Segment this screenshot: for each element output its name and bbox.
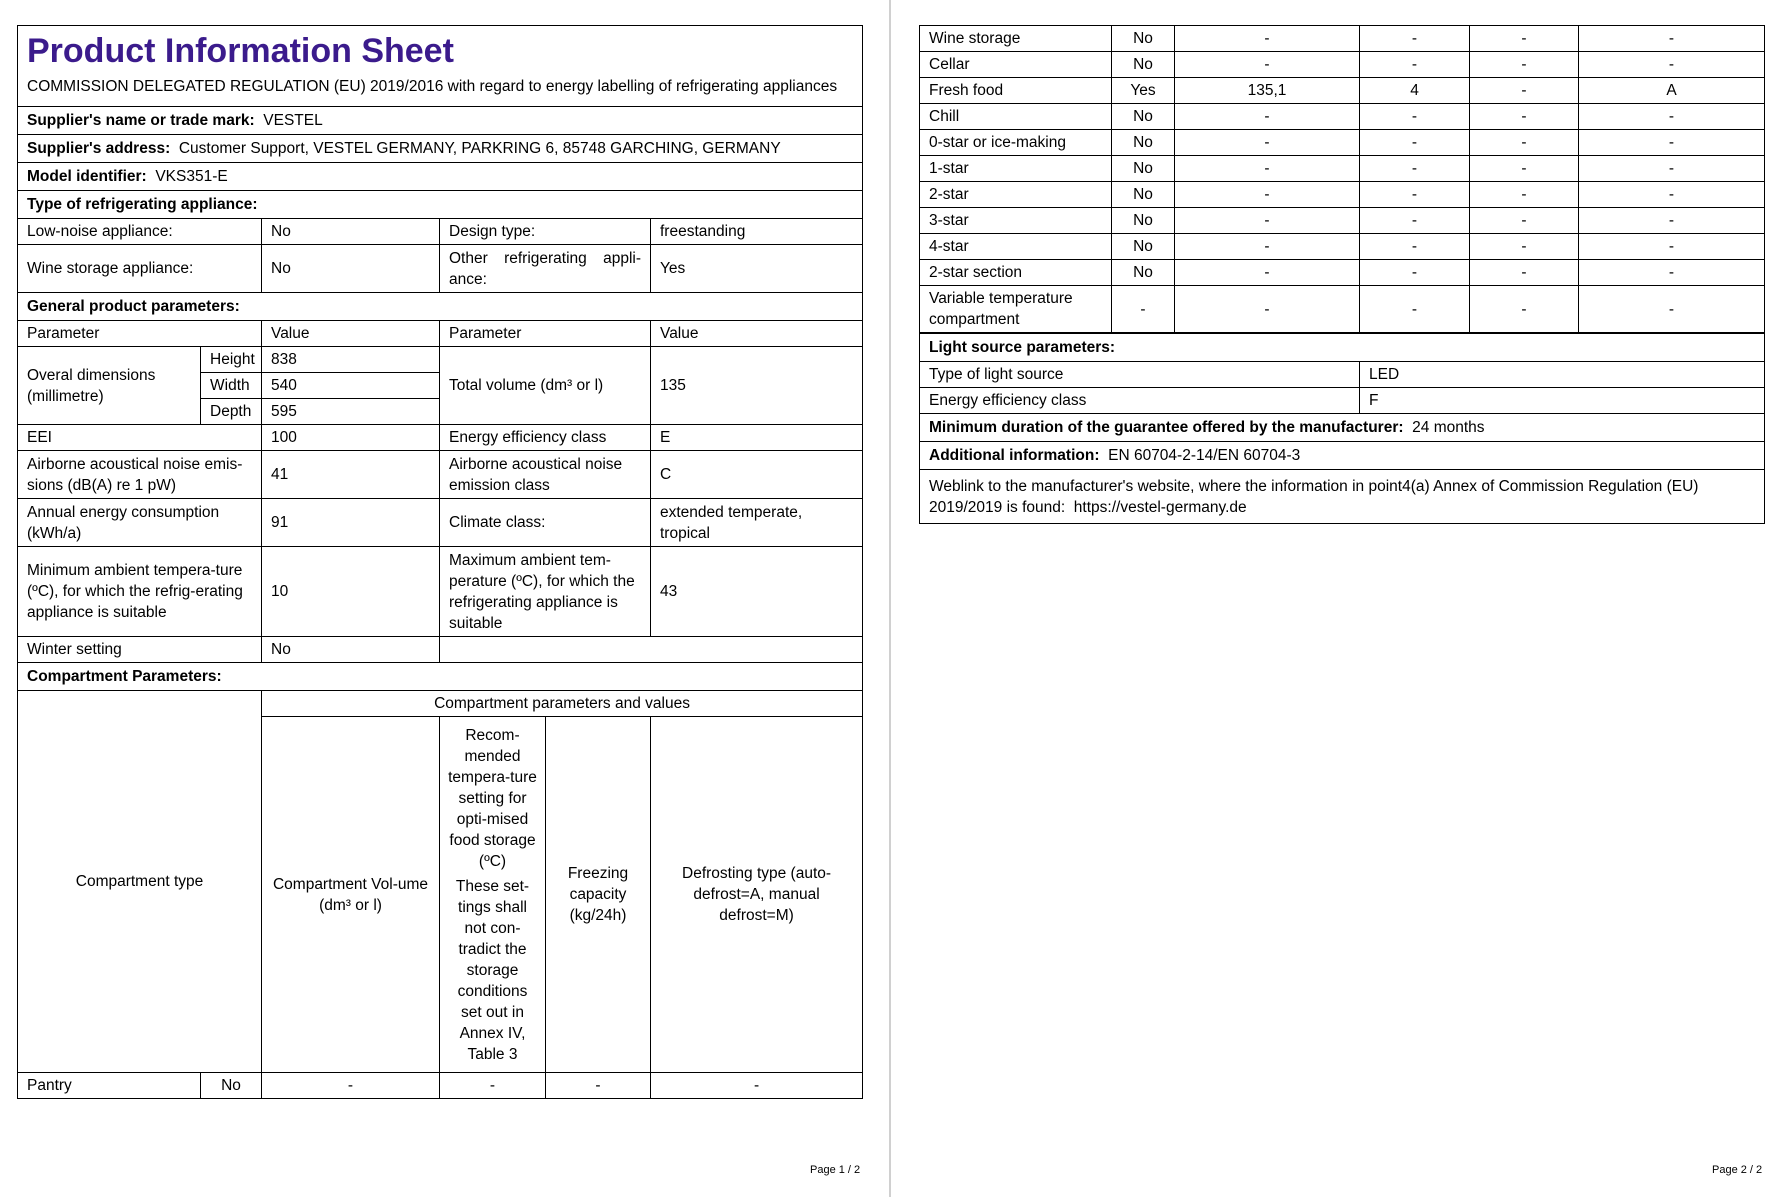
compartment-volume: 135,1 (1175, 78, 1360, 104)
compartment-volume: - (1175, 234, 1360, 260)
width-value: 540 (262, 373, 440, 399)
title-block (18, 26, 863, 107)
compartment-temperature: - (1360, 208, 1470, 234)
compartment-name: 1-star (920, 156, 1112, 182)
general-row (18, 425, 863, 451)
param-value: C (651, 451, 863, 499)
compartment-row (920, 78, 1765, 104)
compartment-volume: - (1175, 208, 1360, 234)
compartment-present: No (1112, 26, 1175, 52)
compartment-row (920, 52, 1765, 78)
model-identifier-value: VKS351-E (155, 168, 228, 185)
general-row (18, 499, 863, 547)
compartment-present: No (1112, 52, 1175, 78)
compartment-freezing: - (1470, 26, 1579, 52)
compartment-name: Wine storage (920, 26, 1112, 52)
compartment-name: 2-star section (920, 260, 1112, 286)
dimensions-label: Overal dimensions (millimetre) (18, 347, 201, 425)
compartment-row (920, 208, 1765, 234)
compartment-temperature: - (1360, 130, 1470, 156)
param-label: Minimum ambient tempera-ture (ºC), for which the refrig-erating appliance is suitable (18, 547, 262, 637)
compartment-temperature: - (1360, 156, 1470, 182)
compartment-present: No (201, 1073, 262, 1099)
type-value-2: Yes (651, 245, 863, 293)
compartment-present: No (1112, 156, 1175, 182)
freezing-capacity-header: Freezing capacity (kg/24h) (546, 717, 651, 1073)
general-header-row (18, 321, 863, 347)
compartment-temperature: - (1360, 26, 1470, 52)
width-label: Width (201, 373, 262, 399)
compartment-temperature: - (1360, 182, 1470, 208)
param-value: 43 (651, 547, 863, 637)
header-parameter: Parameter (440, 321, 651, 347)
compartment-temperature: - (1360, 286, 1470, 333)
compartment-defrost: - (1579, 52, 1765, 78)
type-heading: Type of refrigerating appliance: (18, 191, 863, 219)
compartment-row (920, 26, 1765, 52)
compartment-defrost: - (1579, 130, 1765, 156)
compartment-temperature: - (440, 1073, 546, 1099)
compartment-defrost: - (651, 1073, 863, 1099)
compartment-defrost: - (1579, 208, 1765, 234)
compartment-present: No (1112, 208, 1175, 234)
compartment-volume: - (1175, 130, 1360, 156)
compartment-defrost: - (1579, 182, 1765, 208)
compartment-volume: - (1175, 156, 1360, 182)
recommended-temperature-text: Recom-mended tempera-ture setting for opti-mised food storage (ºC) (448, 726, 537, 870)
compartment-defrost: A (1579, 78, 1765, 104)
additional-info-label: Additional information: (929, 447, 1100, 464)
compartment-present: No (1112, 260, 1175, 286)
winter-label: Winter setting (18, 637, 262, 663)
compartment-freezing: - (1470, 234, 1579, 260)
light-label: Energy efficiency class (920, 388, 1360, 414)
general-heading: General product parameters: (18, 293, 863, 321)
compartment-present: No (1112, 234, 1175, 260)
compartment-name: 4-star (920, 234, 1112, 260)
compartment-volume: - (1175, 260, 1360, 286)
compartment-row (920, 130, 1765, 156)
compartment-type-header: Compartment type (18, 691, 262, 1073)
compartment-present: Yes (1112, 78, 1175, 104)
compartment-name: Fresh food (920, 78, 1112, 104)
weblink-url[interactable]: https://vestel-germany.de (1073, 498, 1247, 516)
model-identifier-label: Model identifier: (27, 168, 147, 185)
compartment-volume: - (1175, 26, 1360, 52)
general-row (18, 547, 863, 637)
compartment-defrost: - (1579, 104, 1765, 130)
compartment-row (920, 234, 1765, 260)
compartment-row (920, 260, 1765, 286)
compartment-name: Cellar (920, 52, 1112, 78)
compartment-row (920, 182, 1765, 208)
guarantee-value: 24 months (1412, 419, 1485, 436)
compartment-volume: - (1175, 104, 1360, 130)
light-row (920, 362, 1765, 388)
compartment-freezing: - (1470, 182, 1579, 208)
supplier-name-row (18, 107, 863, 135)
param-value: 10 (262, 547, 440, 637)
compartment-row (920, 156, 1765, 182)
compartment-defrost: - (1579, 286, 1765, 333)
compartment-volume: - (1175, 286, 1360, 333)
compartment-freezing: - (1470, 260, 1579, 286)
compartment-group-header: Compartment parameters and values (262, 691, 863, 717)
compartment-volume-header: Compartment Vol-ume (dm³ or l) (262, 717, 440, 1073)
type-param-2: Other refrigerating appli-ance: (440, 245, 651, 293)
type-row (18, 245, 863, 293)
page-number: Page 2 / 2 (1712, 1164, 1763, 1176)
page-2 (919, 25, 1764, 524)
param-value: 41 (262, 451, 440, 499)
compartment-freezing: - (1470, 130, 1579, 156)
page-1 (17, 25, 862, 1099)
header-value: Value (651, 321, 863, 347)
supplier-address-value: Customer Support, VESTEL GERMANY, PARKRING 6, 85748 GARCHING, GERMANY (178, 140, 781, 157)
light-source-table (919, 333, 1765, 524)
page-number: Page 1 / 2 (810, 1164, 861, 1176)
empty-cell (440, 637, 863, 663)
compartment-present: - (1112, 286, 1175, 333)
param-label: Airborne acoustical noise emission class (440, 451, 651, 499)
compartment-temperature: - (1360, 104, 1470, 130)
compartment-name: 3-star (920, 208, 1112, 234)
compartment-name: 2-star (920, 182, 1112, 208)
depth-label: Depth (201, 399, 262, 425)
param-label: Maximum ambient tem-perature (ºC), for which the refrigerating appliance is suitable (440, 547, 651, 637)
light-label: Type of light source (920, 362, 1360, 388)
weblink-text: Weblink to the manufacturer's website, where the information in point4(a) Annex of Commission Regulation (EU) 2019/2019 is found: (929, 477, 1699, 516)
compartment-name: Chill (920, 104, 1112, 130)
depth-value: 595 (262, 399, 440, 425)
compartment-defrost: - (1579, 260, 1765, 286)
light-value: LED (1360, 362, 1765, 388)
compartment-volume: - (1175, 182, 1360, 208)
light-heading: Light source parameters: (920, 334, 1765, 362)
compartment-row (18, 1073, 863, 1099)
type-param-2: Design type: (440, 219, 651, 245)
additional-info-row (920, 442, 1765, 470)
temperature-note-text: These set-tings shall not con-tradict the storage conditions set out in Annex IV, Table 3 (455, 877, 530, 1063)
compartment-defrost: - (1579, 234, 1765, 260)
weblink-row (920, 470, 1765, 524)
param-label: Energy efficiency class (440, 425, 651, 451)
compartment-defrost: - (1579, 26, 1765, 52)
winter-row (18, 637, 863, 663)
param-label: Climate class: (440, 499, 651, 547)
compartment-temperature: - (1360, 234, 1470, 260)
type-param-1: Wine storage appliance: (18, 245, 262, 293)
compartment-freezing: - (1470, 78, 1579, 104)
compartment-volume: - (1175, 52, 1360, 78)
page-divider (889, 0, 891, 1197)
type-param-1: Low-noise appliance: (18, 219, 262, 245)
height-value: 838 (262, 347, 440, 373)
guarantee-label: Minimum duration of the guarantee offered by the manufacturer: (929, 419, 1404, 436)
height-label: Height (201, 347, 262, 373)
compartment-freezing: - (546, 1073, 651, 1099)
compartment-row (920, 104, 1765, 130)
model-identifier-row (18, 163, 863, 191)
param-value: E (651, 425, 863, 451)
compartment-freezing: - (1470, 156, 1579, 182)
compartment-continued-table (919, 25, 1765, 333)
supplier-address-label: Supplier's address: (27, 140, 171, 157)
type-value-2: freestanding (651, 219, 863, 245)
supplier-name-label: Supplier's name or trade mark: (27, 112, 255, 129)
compartment-temperature: - (1360, 52, 1470, 78)
header-value: Value (262, 321, 440, 347)
compartment-temperature: - (1360, 260, 1470, 286)
header-parameter: Parameter (18, 321, 262, 347)
defrosting-type-header: Defrosting type (auto-defrost=A, manual defrost=M) (651, 717, 863, 1073)
compartment-volume: - (262, 1073, 440, 1099)
compartment-freezing: - (1470, 208, 1579, 234)
compartment-name: Variable temperature compartment (920, 286, 1112, 333)
page-title: Product Information Sheet (27, 32, 454, 70)
regulation-subtitle: COMMISSION DELEGATED REGULATION (EU) 2019/2016 with regard to energy labelling of refrigerating appliances (27, 78, 838, 95)
compartment-freezing: - (1470, 52, 1579, 78)
param-label: EEI (18, 425, 262, 451)
compartment-name: 0-star or ice-making (920, 130, 1112, 156)
compartment-temperature: 4 (1360, 78, 1470, 104)
param-value: extended temperate, tropical (651, 499, 863, 547)
type-value-1: No (262, 245, 440, 293)
compartment-present: No (1112, 104, 1175, 130)
type-value-1: No (262, 219, 440, 245)
param-label: Annual energy consumption (kWh/a) (18, 499, 262, 547)
compartment-defrost: - (1579, 156, 1765, 182)
winter-value: No (262, 637, 440, 663)
light-value: F (1360, 388, 1765, 414)
compartment-freezing: - (1470, 286, 1579, 333)
light-row (920, 388, 1765, 414)
general-row (18, 451, 863, 499)
compartment-heading: Compartment Parameters: (18, 663, 863, 691)
compartment-freezing: - (1470, 104, 1579, 130)
product-information-table (17, 25, 863, 1099)
type-row (18, 219, 863, 245)
recommended-temperature-header (440, 717, 546, 1073)
supplier-name-value: VESTEL (263, 112, 323, 129)
compartment-present: No (1112, 130, 1175, 156)
param-value: 100 (262, 425, 440, 451)
compartment-present: No (1112, 182, 1175, 208)
total-volume-value: 135 (651, 347, 863, 425)
total-volume-label: Total volume (dm³ or l) (440, 347, 651, 425)
additional-info-value: EN 60704-2-14/EN 60704-3 (1108, 447, 1301, 464)
guarantee-row (920, 414, 1765, 442)
dimensions-row (18, 347, 863, 373)
compartment-row (920, 286, 1765, 333)
supplier-address-row (18, 135, 863, 163)
param-label: Airborne acoustical noise emis-sions (dB(A) re 1 pW) (18, 451, 262, 499)
compartment-name: Pantry (18, 1073, 201, 1099)
param-value: 91 (262, 499, 440, 547)
